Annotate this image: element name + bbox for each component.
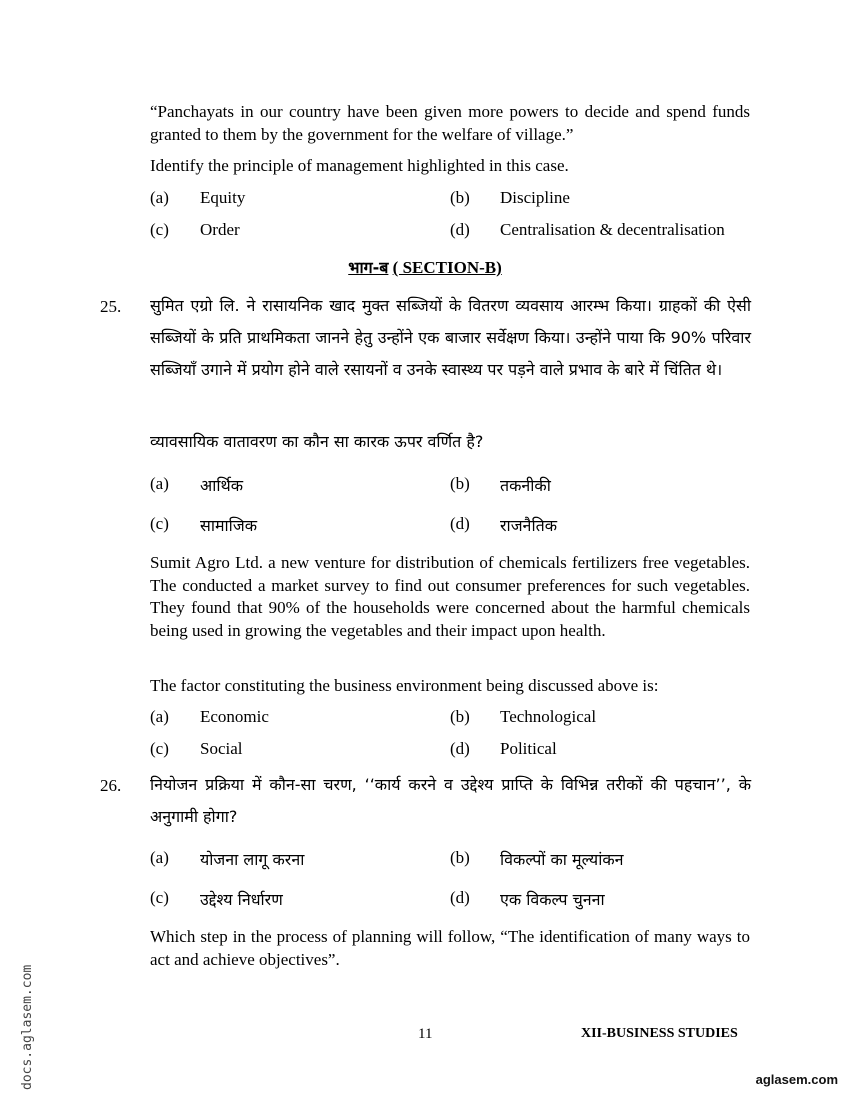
option-label: (d) [450, 739, 470, 758]
option-text: Political [500, 739, 557, 758]
option-label: (d) [450, 888, 470, 907]
option-label: (b) [450, 707, 470, 726]
q25-english-question: The factor constituting the business environment being discussed above is: [150, 676, 659, 695]
option-text: Equity [200, 188, 246, 207]
section-heading-hindi: भाग-ब [348, 258, 389, 277]
option-text: योजना लागू करना [200, 850, 305, 869]
option-label: (b) [450, 188, 470, 207]
q26-hindi-options-row-1 [150, 848, 750, 872]
option-label: (d) [450, 220, 470, 239]
option-text: आर्थिक [200, 476, 244, 495]
q26-hindi-options-row-2 [150, 888, 750, 912]
q24-options-row-2 [150, 220, 750, 244]
q25-hindi-options-row-2 [150, 514, 750, 538]
option-text: एक विकल्प चुनना [500, 890, 605, 909]
side-watermark: docs.aglasem.com [20, 964, 35, 1090]
question-number: 26. [100, 776, 122, 795]
q25-english-options-row-2 [150, 739, 750, 763]
q25-hindi-options-row-1 [150, 474, 750, 498]
option-text: राजनैतिक [500, 516, 557, 535]
option-label: (a) [150, 474, 169, 493]
section-heading-english: ( SECTION-B) [392, 258, 502, 277]
option-text: Centralisation & decentralisation [500, 220, 725, 239]
option-text: Economic [200, 707, 269, 726]
option-label: (a) [150, 188, 169, 207]
option-label: (d) [450, 514, 470, 533]
q24-case-text: “Panchayats in our country have been given more powers to decide and spend funds granted to them by the government for the welfare of village.” [150, 102, 750, 144]
option-text: Technological [500, 707, 597, 726]
q24-question: Identify the principle of management highlighted in this case. [150, 156, 569, 175]
q25-english-case: Sumit Agro Ltd. a new venture for distribution of chemicals fertilizers free vegetables. The conducted a market survey to find out consumer preferences for such vegetables. They found that 90% of the households were concerned about the harmful chemicals being used in growing the vegetables and their impact upon health. [150, 553, 750, 640]
q25-hindi-case: सुमित एग्रो लि. ने रासायनिक खाद मुक्त सब्जियों के वितरण व्यवसाय आरम्भ किया। ग्राहकों की ऐसी सब्जियों के प्रति प्राथमिकता जानने हेतु उन्होंने एक बाजार सर्वेक्षण किया। उन्होंने पाया कि 90% परिवार सब्जियाँ उगाने में प्रयोग होने वाले रसायनों व उनके स्वास्थ्य पर पड़ने वाले प्रभाव के बारे में चिंतित थे। [150, 296, 751, 379]
option-text: Order [200, 220, 240, 239]
option-text: Discipline [500, 188, 570, 207]
option-label: (c) [150, 220, 169, 239]
question-number: 25. [100, 297, 122, 316]
option-text: तकनीकी [500, 476, 551, 495]
option-label: (b) [450, 848, 470, 867]
subject-footer: XII-BUSINESS STUDIES [581, 1026, 738, 1041]
option-label: (a) [150, 848, 169, 867]
q25-english-options-row-1 [150, 707, 750, 731]
q24-options-row-1 [150, 188, 750, 212]
option-label: (b) [450, 474, 470, 493]
option-label: (a) [150, 707, 169, 726]
option-label: (c) [150, 888, 169, 907]
option-text: Social [200, 739, 243, 758]
option-text: विकल्पों का मूल्यांकन [500, 850, 624, 869]
option-label: (c) [150, 514, 169, 533]
option-label: (c) [150, 739, 169, 758]
q25-hindi-question: व्यावसायिक वातावरण का कौन सा कारक ऊपर वर्णित है? [150, 432, 484, 451]
option-text: उद्देश्य निर्धारण [200, 890, 283, 909]
q26-hindi-question: नियोजन प्रक्रिया में कौन-सा चरण, ‘‘कार्य करने व उद्देश्य प्राप्ति के विभिन्न तरीकों की पहचान’’, के अनुगामी होगा? [150, 775, 751, 826]
page-number: 11 [418, 1026, 433, 1042]
section-heading [0, 256, 850, 278]
q26-english-question: Which step in the process of planning will follow, “The identification of many ways to act and achieve objectives”. [150, 927, 750, 969]
option-text: सामाजिक [200, 516, 257, 535]
bottom-watermark: aglasem.com [755, 1072, 838, 1087]
